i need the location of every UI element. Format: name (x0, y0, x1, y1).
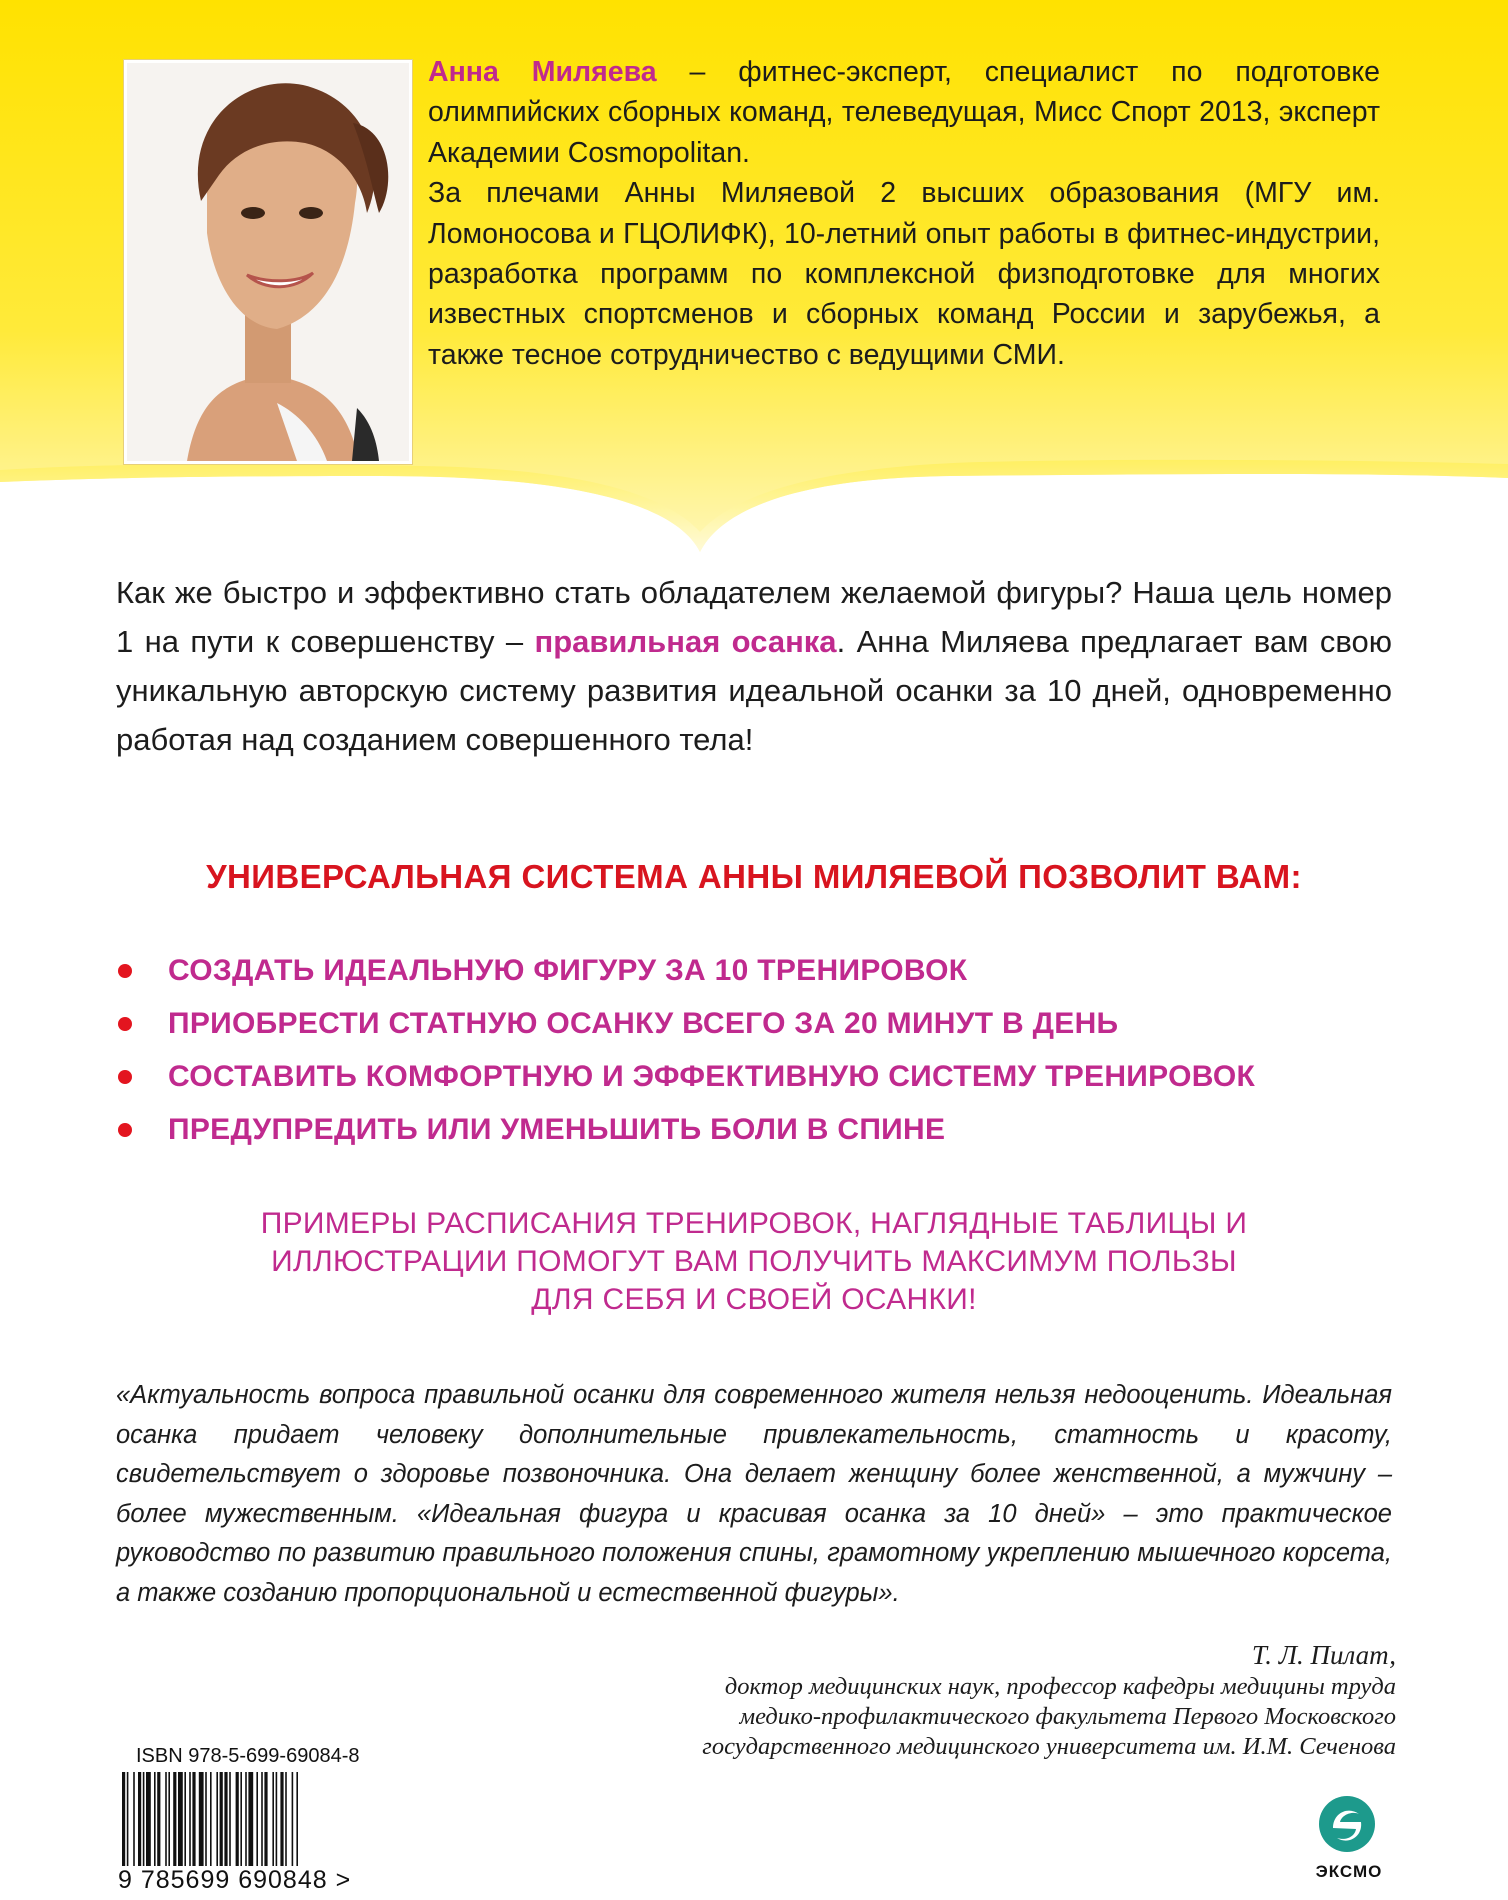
intro-paragraph (116, 568, 1392, 764)
quote-text: «Актуальность вопроса правильной осанки для современного жителя нельзя недооценить. Идеальная осанка придает человеку дополнительные привлекательность, статность и красоту, свидетельствует о здоровье позвоночника. Она делает женщину более женственной, а мужчину – более мужественным. «Идеальная фигура и красивая осанка за 10 дней» – это практическое руководство по развитию правильного положения спины, грамотному укреплению мышечного корсета, а также созданию пропорциональной и естественной фигуры». (116, 1381, 1392, 1607)
author-bio (428, 52, 1380, 375)
list-item (118, 1103, 1255, 1156)
publisher-name: ЭКСМО (1315, 1862, 1383, 1881)
bio-paragraph-1 (428, 52, 1380, 173)
bio-paragraph-2: За плечами Анны Миляевой 2 высших образования (МГУ им. Ломоносова и ГЦОЛИФК), 10-летний опыт работы в фитнес-индустрии, разработка программ по комплексной физподготовке для многих известных спортсменов и сборных команд России и зарубежья, а также тесное сотрудничество с ведущими СМИ. (428, 177, 1380, 371)
quote-author-credential: медико-профилактического факультета Первого Московского (739, 1703, 1396, 1730)
intro-highlight: правильная осанка (534, 624, 837, 659)
quote-author (702, 1638, 1396, 1762)
bio-intro-text: – фитнес-эксперт, специалист по подготовке олимпийских сборных команд, телеведущая, Мисс Спорт 2013, эксперт Академии Cosmopolitan. (428, 56, 1381, 169)
list-item (118, 1050, 1255, 1103)
barcode (120, 1772, 370, 1880)
examples-line: ПРИМЕРЫ РАСПИСАНИЯ ТРЕНИРОВОК, НАГЛЯДНЫЕ ТАБЛИЦЫ И (260, 1207, 1248, 1240)
list-item (118, 944, 1255, 997)
author-photo (124, 60, 412, 464)
benefit-text: ПРИОБРЕСТИ СТАТНУЮ ОСАНКУ ВСЕГО ЗА 20 МИНУТ В ДЕНЬ (168, 1006, 1119, 1040)
benefit-text: СОСТАВИТЬ КОМФОРТНУЮ И ЭФФЕКТИВНУЮ СИСТЕМУ ТРЕНИРОВОК (168, 1059, 1256, 1093)
author-name: Анна Миляева (428, 56, 657, 88)
bullet-dot-icon (118, 1017, 132, 1031)
eksmo-logo-icon (1318, 1795, 1376, 1853)
benefits-list (118, 944, 1255, 1156)
bullet-dot-icon (118, 1123, 132, 1137)
intro-text-part2: . Анна Миляева предлагает вам свою уникальную авторскую систему развития идеальной осанки за 10 дней, одновременно работая над созданием совершенного тела! (116, 624, 1392, 757)
benefit-text: ПРЕДУПРЕДИТЬ ИЛИ УМЕНЬШИТЬ БОЛИ В СПИНЕ (168, 1112, 946, 1146)
review-quote (116, 1376, 1392, 1613)
intro-text-part1: Как же быстро и эффективно стать обладателем желаемой фигуры? Наша цель номер 1 на пути к совершенству – (116, 575, 1392, 659)
examples-line: ДЛЯ СЕБЯ И СВОЕЙ ОСАНКИ! (531, 1283, 977, 1316)
quote-author-name: Т. Л. Пилат, (1251, 1640, 1396, 1670)
bullet-dot-icon (118, 964, 132, 978)
examples-note (0, 1205, 1508, 1319)
benefits-headline: УНИВЕРСАЛЬНАЯ СИСТЕМА АННЫ МИЛЯЕВОЙ ПОЗВОЛИТ ВАМ: (206, 858, 1302, 895)
barcode-digits: 9 785699 690848 > (118, 1866, 352, 1894)
quote-author-credential: доктор медицинских наук, профессор кафедры медицины труда (724, 1673, 1396, 1700)
bullet-dot-icon (118, 1070, 132, 1084)
quote-author-credential: государственного медицинского университета им. И.М. Сеченова (702, 1733, 1396, 1760)
isbn-label: ISBN 978-5-699-69084-8 (136, 1745, 360, 1767)
list-item (118, 997, 1255, 1050)
benefit-text: СОЗДАТЬ ИДЕАЛЬНУЮ ФИГУРУ ЗА 10 ТРЕНИРОВОК (168, 953, 968, 987)
examples-line: ИЛЛЮСТРАЦИИ ПОМОГУТ ВАМ ПОЛУЧИТЬ МАКСИМУМ ПОЛЬЗЫ (271, 1245, 1237, 1278)
